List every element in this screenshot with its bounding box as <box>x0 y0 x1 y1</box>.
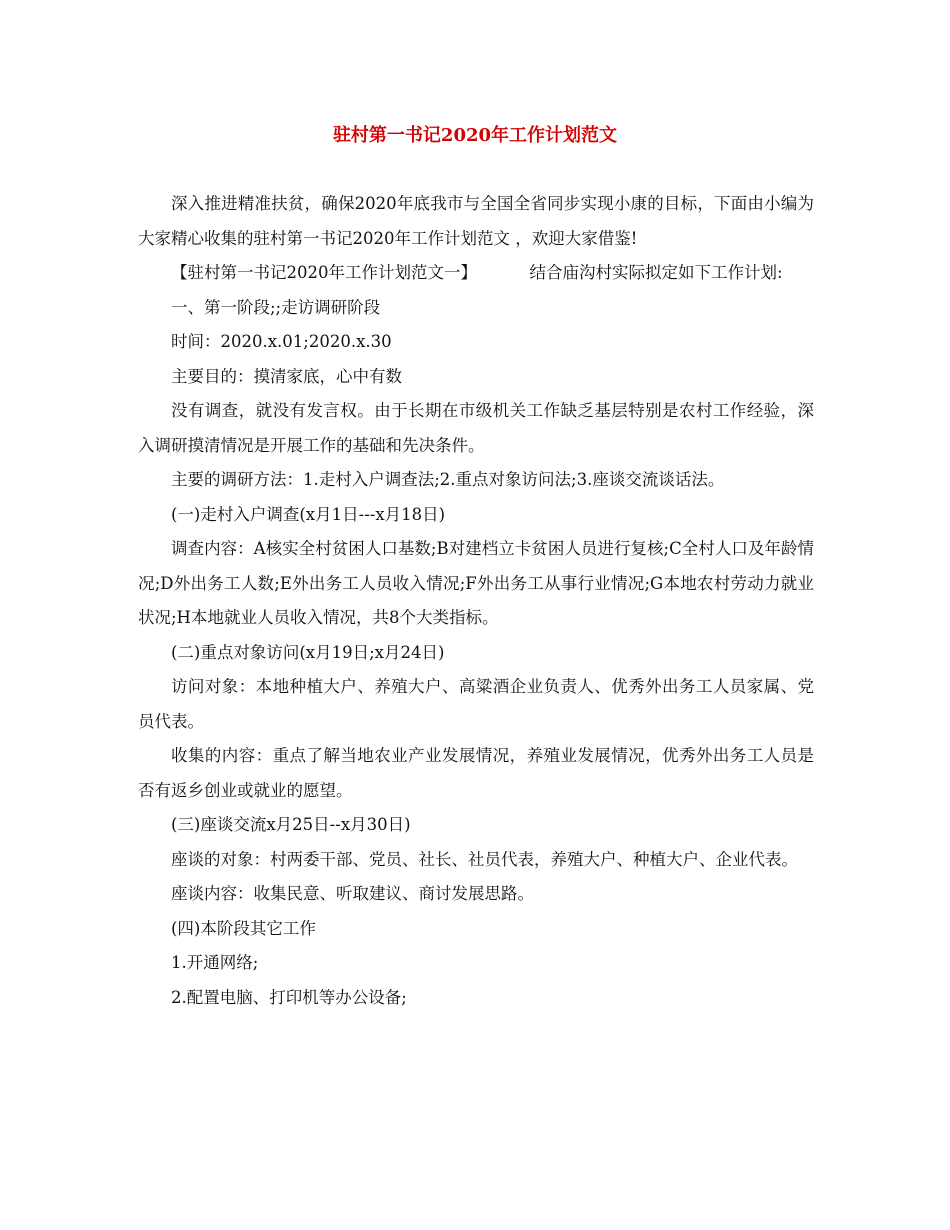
paragraph: (二)重点对象访问(x月19日;x月24日) <box>171 642 445 662</box>
paragraph: 一、第一阶段;;走访调研阶段 <box>171 297 381 317</box>
paragraph: 主要目的：摸清家底，心中有数 <box>171 366 402 386</box>
section-spacer <box>477 263 529 282</box>
paragraph: 调查内容：A核实全村贫困人口基数;B对建档立卡贫困人员进行复核;C全村人口及年龄情况;D外出务工人数;E外出务工人员收入情况;F外出务工从事行业情况;G本地农村劳动力就业状况;H本地就业人员收入情况，共8个大类指标。 <box>138 539 814 627</box>
paragraph: 访问对象：本地种植大户、养殖大户、高粱酒企业负责人、优秀外出务工人员家属、党员代表。 <box>138 677 814 731</box>
paragraph: (一)走村入户调查(x月1日---x月18日) <box>171 504 446 524</box>
section-heading-paragraph <box>138 256 814 291</box>
paragraph: (四)本阶段其它工作 <box>171 918 316 938</box>
paragraph: 没有调查，就没有发言权。由于长期在市级机关工作缺乏基层特别是农村工作经验，深入调研摸清情况是开展工作的基础和先决条件。 <box>138 401 814 455</box>
intro-paragraph: 深入推进精准扶贫，确保2020年底我市与全国全省同步实现小康的目标，下面由小编为大家精心收集的驻村第一书记2020年工作计划范文 ，欢迎大家借鉴! <box>138 194 814 248</box>
section-heading-text: 结合庙沟村实际拟定如下工作计划: <box>529 263 783 282</box>
document-title: 驻村第一书记2020年工作计划范文 <box>332 125 618 146</box>
paragraph: (三)座谈交流x月25日--x月30日) <box>171 815 411 834</box>
paragraph: 座谈内容：收集民意、听取建议、商讨发展思路。 <box>171 884 534 903</box>
paragraph: 收集的内容：重点了解当地农业产业发展情况，养殖业发展情况，优秀外出务工人员是否有返乡创业或就业的愿望。 <box>138 746 814 800</box>
document-body <box>138 187 814 1015</box>
paragraph: 座谈的对象：村两委干部、党员、社长、社员代表，养殖大户、种植大户、企业代表。 <box>171 849 798 869</box>
paragraph: 时间：2020.x.01;2020.x.30 <box>171 332 392 351</box>
section-heading: 【驻村第一书记2020年工作计划范文一】 <box>171 263 477 282</box>
paragraph: 主要的调研方法：1.走村入户调查法;2.重点对象访问法;3.座谈交流谈话法。 <box>171 470 725 489</box>
paragraph: 1.开通网络; <box>171 953 259 972</box>
paragraph: 2.配置电脑、打印机等办公设备; <box>171 987 407 1007</box>
